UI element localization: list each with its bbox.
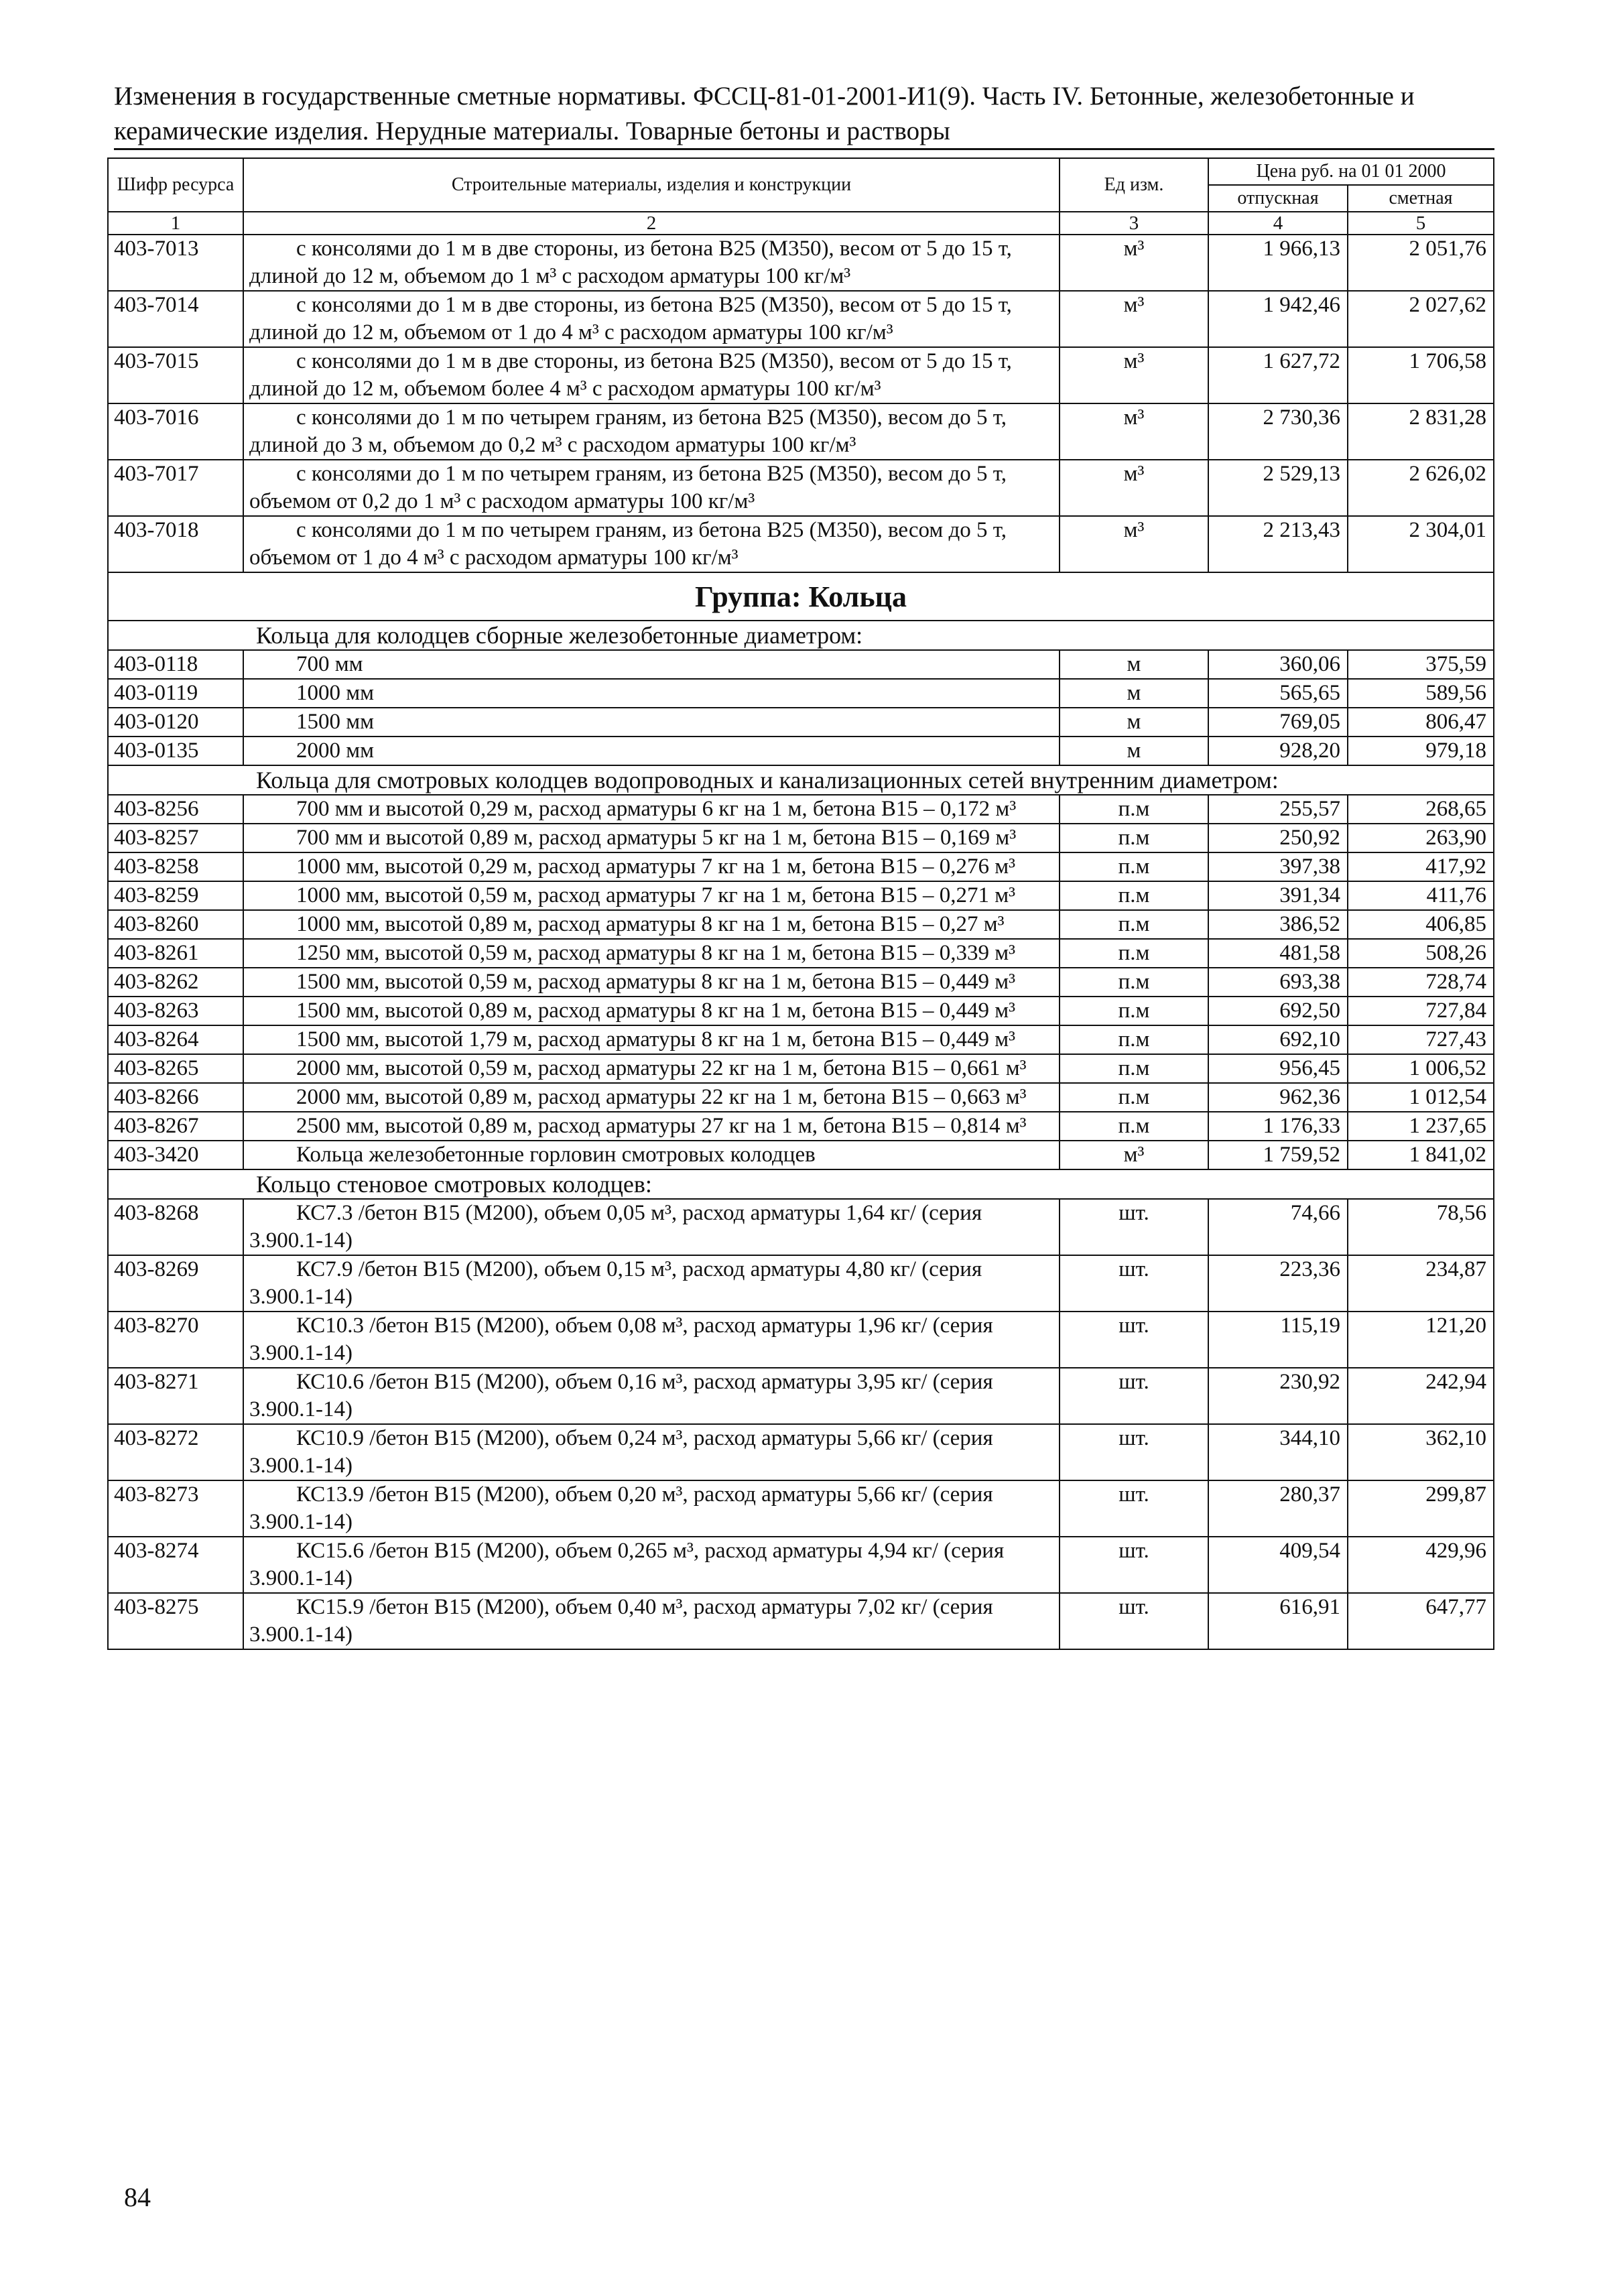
row-name: 1500 мм [243, 708, 1060, 737]
row-code: 403-8270 [108, 1312, 243, 1368]
row-estimate-price: 647,77 [1348, 1593, 1494, 1649]
row-release-price: 565,65 [1208, 679, 1348, 708]
row-name: 2000 мм [243, 737, 1060, 765]
row-unit: м [1060, 650, 1208, 679]
row-unit: шт. [1060, 1312, 1208, 1368]
row-unit: п.м [1060, 1112, 1208, 1141]
table-row [108, 1025, 1494, 1054]
row-code: 403-8271 [108, 1368, 243, 1424]
row-name: КС7.9 /бетон В15 (М200), объем 0,15 м³, расход арматуры 4,80 кг/ (серия 3.900.1-14) [243, 1255, 1060, 1312]
row-release-price: 360,06 [1208, 650, 1348, 679]
row-name: КС15.6 /бетон В15 (М200), объем 0,265 м³, расход арматуры 4,94 кг/ (серия 3.900.1-14) [243, 1537, 1060, 1593]
row-name: 2500 мм, высотой 0,89 м, расход арматуры 27 кг на 1 м, бетона В15 – 0,814 м³ [243, 1112, 1060, 1141]
row-release-price: 692,50 [1208, 997, 1348, 1025]
column-number: 3 [1060, 212, 1208, 235]
row-release-price: 1 759,52 [1208, 1141, 1348, 1169]
row-name: 1500 мм, высотой 1,79 м, расход арматуры 8 кг на 1 м, бетона В15 – 0,449 м³ [243, 1025, 1060, 1054]
row-name: КС13.9 /бетон В15 (М200), объем 0,20 м³, расход арматуры 5,66 кг/ (серия 3.900.1-14) [243, 1480, 1060, 1537]
table-row [108, 516, 1494, 572]
page-header [114, 79, 1494, 149]
row-release-price: 616,91 [1208, 1593, 1348, 1649]
row-unit: м³ [1060, 347, 1208, 403]
row-name: с консолями до 1 м в две стороны, из бетона В25 (М350), весом от 5 до 15 т, длиной до 12 м, объемом более 4 м³ с расходом арматуры 100 кг/м³ [243, 347, 1060, 403]
row-code: 403-8261 [108, 939, 243, 968]
row-name: 1000 мм, высотой 0,29 м, расход арматуры 7 кг на 1 м, бетона В15 – 0,276 м³ [243, 852, 1060, 881]
row-unit: п.м [1060, 1054, 1208, 1083]
row-release-price: 693,38 [1208, 968, 1348, 997]
row-code: 403-7014 [108, 291, 243, 347]
row-release-price: 1 966,13 [1208, 235, 1348, 291]
row-estimate-price: 263,90 [1348, 824, 1494, 852]
row-release-price: 386,52 [1208, 910, 1348, 939]
price-table [107, 157, 1494, 1650]
page-number: 84 [124, 2182, 151, 2212]
row-name: 700 мм и высотой 0,89 м, расход арматуры 5 кг на 1 м, бетона В15 – 0,169 м³ [243, 824, 1060, 852]
row-unit: м³ [1060, 1141, 1208, 1169]
row-code: 403-8256 [108, 795, 243, 824]
row-estimate-price: 1 841,02 [1348, 1141, 1494, 1169]
row-name: с консолями до 1 м по четырем граням, из бетона В25 (М350), весом до 5 т, объемом от 0,2 до 1 м³ с расходом арматуры 100 кг/м³ [243, 460, 1060, 516]
row-code: 403-8258 [108, 852, 243, 881]
col-header-unit: Ед изм. [1060, 158, 1208, 212]
table-row [108, 1368, 1494, 1424]
row-release-price: 692,10 [1208, 1025, 1348, 1054]
row-release-price: 956,45 [1208, 1054, 1348, 1083]
group-title: Группа: Кольца [108, 572, 1494, 621]
row-release-price: 928,20 [1208, 737, 1348, 765]
row-release-price: 769,05 [1208, 708, 1348, 737]
row-unit: шт. [1060, 1537, 1208, 1593]
row-estimate-price: 78,56 [1348, 1199, 1494, 1255]
row-estimate-price: 1 012,54 [1348, 1083, 1494, 1112]
subsection-2 [108, 765, 1494, 795]
row-unit: м [1060, 737, 1208, 765]
row-release-price: 391,34 [1208, 881, 1348, 910]
row-release-price: 397,38 [1208, 852, 1348, 881]
row-code: 403-0135 [108, 737, 243, 765]
table-row [108, 235, 1494, 291]
col-header-code: Шифр ресурса [108, 158, 243, 212]
rows-sub3 [108, 1199, 1494, 1649]
row-code: 403-0118 [108, 650, 243, 679]
row-name: с консолями до 1 м по четырем граням, из бетона В25 (М350), весом до 5 т, длиной до 3 м, объемом до 0,2 м³ с расходом арматуры 100 кг/м³ [243, 403, 1060, 460]
row-code: 403-8266 [108, 1083, 243, 1112]
table-row [108, 347, 1494, 403]
row-code: 403-8264 [108, 1025, 243, 1054]
header-line-2: керамические изделия. Нерудные материалы. Товарные бетоны и растворы [114, 117, 950, 145]
row-estimate-price: 234,87 [1348, 1255, 1494, 1312]
row-release-price: 344,10 [1208, 1424, 1348, 1480]
col-header-name: Строительные материалы, изделия и конструкции [243, 158, 1060, 212]
row-estimate-price: 406,85 [1348, 910, 1494, 939]
header-rule [114, 148, 1494, 150]
table-row [108, 1083, 1494, 1112]
row-code: 403-3420 [108, 1141, 243, 1169]
row-name: КС10.3 /бетон В15 (М200), объем 0,08 м³, расход арматуры 1,96 кг/ (серия 3.900.1-14) [243, 1312, 1060, 1368]
table-row [108, 1424, 1494, 1480]
rows-top [108, 235, 1494, 572]
row-release-price: 962,36 [1208, 1083, 1348, 1112]
column-number: 5 [1348, 212, 1494, 235]
row-code: 403-8268 [108, 1199, 243, 1255]
row-code: 403-8262 [108, 968, 243, 997]
row-unit: м³ [1060, 460, 1208, 516]
row-name: 700 мм и высотой 0,29 м, расход арматуры 6 кг на 1 м, бетона В15 – 0,172 м³ [243, 795, 1060, 824]
row-release-price: 223,36 [1208, 1255, 1348, 1312]
group-section [108, 572, 1494, 650]
row-code: 403-8273 [108, 1480, 243, 1537]
rows-sub2 [108, 795, 1494, 1141]
row-name: с консолями до 1 м в две стороны, из бетона В25 (М350), весом от 5 до 15 т, длиной до 12 м, объемом от 1 до 4 м³ с расходом арматуры 100 кг/м³ [243, 291, 1060, 347]
table-row [108, 939, 1494, 968]
row-name: 1500 мм, высотой 0,59 м, расход арматуры 8 кг на 1 м, бетона В15 – 0,449 м³ [243, 968, 1060, 997]
row-unit: м³ [1060, 403, 1208, 460]
row-estimate-price: 299,87 [1348, 1480, 1494, 1537]
row-code: 403-8260 [108, 910, 243, 939]
row-release-price: 250,92 [1208, 824, 1348, 852]
row-name: 2000 мм, высотой 0,59 м, расход арматуры 22 кг на 1 м, бетона В15 – 0,661 м³ [243, 1054, 1060, 1083]
header-line-1: Изменения в государственные сметные нормативы. ФССЦ-81-01-2001-И1(9). Часть IV. Бетонные, железобетонные и [114, 82, 1415, 111]
row-code: 403-0120 [108, 708, 243, 737]
row-code: 403-8275 [108, 1593, 243, 1649]
table-row [108, 1141, 1494, 1169]
row-code: 403-8259 [108, 881, 243, 910]
subsection-title: Кольца для колодцев сборные железобетонные диаметром: [108, 621, 1494, 650]
row-unit: м³ [1060, 516, 1208, 572]
row-unit: п.м [1060, 852, 1208, 881]
row-estimate-price: 2 051,76 [1348, 235, 1494, 291]
row-estimate-price: 417,92 [1348, 852, 1494, 881]
row-name: 1500 мм, высотой 0,89 м, расход арматуры 8 кг на 1 м, бетона В15 – 0,449 м³ [243, 997, 1060, 1025]
table-row [108, 1537, 1494, 1593]
table-row [108, 460, 1494, 516]
row-code: 403-8272 [108, 1424, 243, 1480]
row-name: КС10.9 /бетон В15 (М200), объем 0,24 м³, расход арматуры 5,66 кг/ (серия 3.900.1-14) [243, 1424, 1060, 1480]
table-row [108, 1255, 1494, 1312]
row-name: 1000 мм, высотой 0,59 м, расход арматуры 7 кг на 1 м, бетона В15 – 0,271 м³ [243, 881, 1060, 910]
column-numbers-row [108, 212, 1494, 235]
row-code: 403-8263 [108, 997, 243, 1025]
row-estimate-price: 362,10 [1348, 1424, 1494, 1480]
table-row [108, 291, 1494, 347]
row-name: 700 мм [243, 650, 1060, 679]
row-estimate-price: 979,18 [1348, 737, 1494, 765]
row-code: 403-8274 [108, 1537, 243, 1593]
table-row [108, 795, 1494, 824]
row-release-price: 115,19 [1208, 1312, 1348, 1368]
row-name: 1000 мм, высотой 0,89 м, расход арматуры 8 кг на 1 м, бетона В15 – 0,27 м³ [243, 910, 1060, 939]
row-code: 403-8265 [108, 1054, 243, 1083]
table-row [108, 1593, 1494, 1649]
row-unit: п.м [1060, 881, 1208, 910]
row-unit: п.м [1060, 910, 1208, 939]
row-unit: шт. [1060, 1480, 1208, 1537]
row-release-price: 74,66 [1208, 1199, 1348, 1255]
row-name: с консолями до 1 м по четырем граням, из бетона В25 (М350), весом до 5 т, объемом от 1 до 4 м³ с расходом арматуры 100 кг/м³ [243, 516, 1060, 572]
row-unit: п.м [1060, 795, 1208, 824]
table-row [108, 1112, 1494, 1141]
row-release-price: 2 213,43 [1208, 516, 1348, 572]
table-row [108, 737, 1494, 765]
column-number: 4 [1208, 212, 1348, 235]
row-unit: м [1060, 679, 1208, 708]
row-release-price: 230,92 [1208, 1368, 1348, 1424]
table-row [108, 852, 1494, 881]
row-estimate-price: 727,43 [1348, 1025, 1494, 1054]
table-row [108, 1312, 1494, 1368]
row-release-price: 2 529,13 [1208, 460, 1348, 516]
row-estimate-price: 1 237,65 [1348, 1112, 1494, 1141]
row-release-price: 481,58 [1208, 939, 1348, 968]
row-code: 403-8269 [108, 1255, 243, 1312]
row-estimate-price: 121,20 [1348, 1312, 1494, 1368]
row-unit: п.м [1060, 968, 1208, 997]
col-header-estimate: сметная [1348, 185, 1494, 212]
subsection-title: Кольца для смотровых колодцев водопроводных и канализационных сетей внутренним диаметром: [108, 765, 1494, 795]
row-code: 403-0119 [108, 679, 243, 708]
row-release-price: 1 627,72 [1208, 347, 1348, 403]
row-estimate-price: 508,26 [1348, 939, 1494, 968]
row-estimate-price: 589,56 [1348, 679, 1494, 708]
table-row [108, 650, 1494, 679]
col-header-release: отпускная [1208, 185, 1348, 212]
table-row [108, 708, 1494, 737]
row-estimate-price: 375,59 [1348, 650, 1494, 679]
row-unit: п.м [1060, 997, 1208, 1025]
table-row [108, 403, 1494, 460]
row-unit: м³ [1060, 291, 1208, 347]
row-unit: шт. [1060, 1255, 1208, 1312]
row-name: 1250 мм, высотой 0,59 м, расход арматуры 8 кг на 1 м, бетона В15 – 0,339 м³ [243, 939, 1060, 968]
row-unit: м [1060, 708, 1208, 737]
row-name: Кольца железобетонные горловин смотровых колодцев [243, 1141, 1060, 1169]
row-estimate-price: 2 027,62 [1348, 291, 1494, 347]
row-estimate-price: 1 006,52 [1348, 1054, 1494, 1083]
column-number: 1 [108, 212, 243, 235]
rows-sub1 [108, 650, 1494, 765]
row-name: с консолями до 1 м в две стороны, из бетона В25 (М350), весом от 5 до 15 т, длиной до 12 м, объемом до 1 м³ с расходом арматуры 100 кг/м³ [243, 235, 1060, 291]
table-row [108, 1480, 1494, 1537]
row-release-price: 255,57 [1208, 795, 1348, 824]
table-row [108, 997, 1494, 1025]
row-unit: п.м [1060, 1025, 1208, 1054]
row-code: 403-7016 [108, 403, 243, 460]
table-row [108, 1054, 1494, 1083]
row-release-price: 409,54 [1208, 1537, 1348, 1593]
row-name: КС15.9 /бетон В15 (М200), объем 0,40 м³, расход арматуры 7,02 кг/ (серия 3.900.1-14) [243, 1593, 1060, 1649]
row-name: 1000 мм [243, 679, 1060, 708]
row-name: КС10.6 /бетон В15 (М200), объем 0,16 м³, расход арматуры 3,95 кг/ (серия 3.900.1-14) [243, 1368, 1060, 1424]
row-code: 403-7013 [108, 235, 243, 291]
row-unit: шт. [1060, 1593, 1208, 1649]
row-unit: шт. [1060, 1368, 1208, 1424]
table-row [108, 881, 1494, 910]
row-estimate-price: 268,65 [1348, 795, 1494, 824]
table-row [108, 910, 1494, 939]
row-code: 403-8267 [108, 1112, 243, 1141]
row-release-price: 2 730,36 [1208, 403, 1348, 460]
row-unit: п.м [1060, 939, 1208, 968]
table-row [108, 824, 1494, 852]
table-row [108, 679, 1494, 708]
column-number: 2 [243, 212, 1060, 235]
row-3420-section [108, 1141, 1494, 1199]
row-code: 403-8257 [108, 824, 243, 852]
row-release-price: 1 942,46 [1208, 291, 1348, 347]
row-estimate-price: 727,84 [1348, 997, 1494, 1025]
row-estimate-price: 429,96 [1348, 1537, 1494, 1593]
row-estimate-price: 242,94 [1348, 1368, 1494, 1424]
row-name: КС7.3 /бетон В15 (М200), объем 0,05 м³, расход арматуры 1,64 кг/ (серия 3.900.1-14) [243, 1199, 1060, 1255]
row-estimate-price: 411,76 [1348, 881, 1494, 910]
row-release-price: 280,37 [1208, 1480, 1348, 1537]
row-estimate-price: 806,47 [1348, 708, 1494, 737]
row-estimate-price: 728,74 [1348, 968, 1494, 997]
table-row [108, 1199, 1494, 1255]
col-header-price: Цена руб. на 01 01 2000 [1208, 158, 1494, 185]
row-code: 403-7018 [108, 516, 243, 572]
subsection-title: Кольцо стеновое смотровых колодцев: [108, 1169, 1494, 1199]
row-unit: п.м [1060, 824, 1208, 852]
row-estimate-price: 2 304,01 [1348, 516, 1494, 572]
row-code: 403-7015 [108, 347, 243, 403]
row-unit: м³ [1060, 235, 1208, 291]
row-code: 403-7017 [108, 460, 243, 516]
row-estimate-price: 1 706,58 [1348, 347, 1494, 403]
row-estimate-price: 2 831,28 [1348, 403, 1494, 460]
table-row [108, 968, 1494, 997]
row-release-price: 1 176,33 [1208, 1112, 1348, 1141]
row-estimate-price: 2 626,02 [1348, 460, 1494, 516]
row-name: 2000 мм, высотой 0,89 м, расход арматуры 22 кг на 1 м, бетона В15 – 0,663 м³ [243, 1083, 1060, 1112]
row-unit: шт. [1060, 1424, 1208, 1480]
row-unit: шт. [1060, 1199, 1208, 1255]
row-unit: п.м [1060, 1083, 1208, 1112]
